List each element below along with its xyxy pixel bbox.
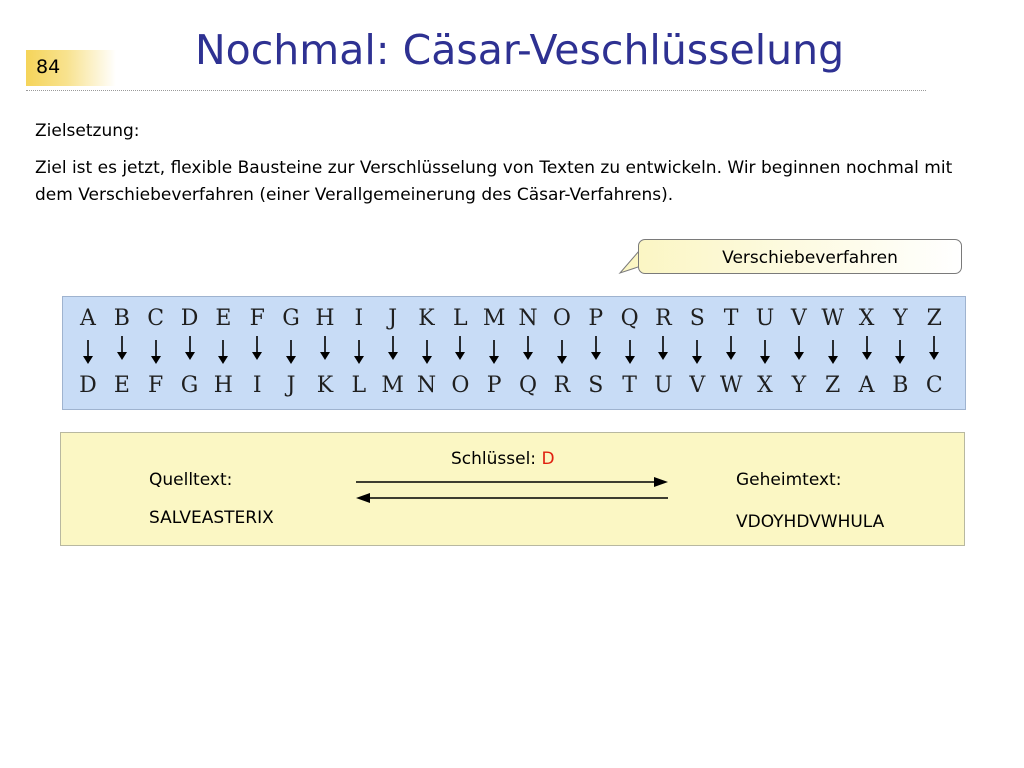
cipher-letter: Y bbox=[791, 373, 807, 398]
cipher-letter: R bbox=[553, 373, 571, 398]
cipher-letter: X bbox=[757, 373, 773, 398]
plain-letter: C bbox=[147, 306, 165, 331]
plain-letter: Z bbox=[926, 306, 942, 331]
key-label bbox=[451, 449, 555, 469]
down-arrow-icon bbox=[450, 336, 470, 366]
cipher-letter: U bbox=[654, 373, 673, 398]
plain-letter: D bbox=[180, 306, 199, 331]
plain-letter: Y bbox=[893, 306, 908, 331]
down-arrow-icon bbox=[146, 340, 166, 370]
alphabet-mapping-table bbox=[62, 296, 966, 410]
encrypt-decrypt-arrows bbox=[356, 475, 668, 505]
cipher-letter: O bbox=[451, 373, 470, 398]
down-arrow-icon bbox=[789, 336, 809, 366]
source-value: SALVEASTERIX bbox=[149, 508, 274, 528]
down-arrow-icon bbox=[349, 340, 369, 370]
slide-number-badge bbox=[26, 50, 116, 86]
slide-number: 84 bbox=[36, 56, 61, 78]
cipher-letter: G bbox=[180, 373, 199, 398]
down-arrow-icon bbox=[281, 340, 301, 370]
cipher-letter: M bbox=[381, 373, 404, 398]
cipher-letter: Q bbox=[519, 373, 538, 398]
plain-letter: F bbox=[249, 306, 265, 331]
title-divider bbox=[26, 90, 926, 91]
down-arrow-icon bbox=[924, 336, 944, 366]
down-arrow-icon bbox=[518, 336, 538, 366]
cipher-label: Geheimtext: bbox=[736, 470, 842, 490]
slide-title: Nochmal: Cäsar-Veschlüsselung bbox=[195, 26, 845, 74]
cipher-letter: H bbox=[213, 373, 233, 398]
down-arrow-icon bbox=[315, 336, 335, 366]
plain-letter: Q bbox=[620, 306, 639, 331]
down-arrow-icon bbox=[823, 340, 843, 370]
down-arrow-icon bbox=[620, 340, 640, 370]
down-arrow-icon bbox=[78, 340, 98, 370]
plain-letter: B bbox=[113, 306, 130, 331]
plain-letter: U bbox=[755, 306, 775, 331]
plain-letter: G bbox=[282, 306, 300, 331]
key-value: D bbox=[541, 449, 555, 469]
down-arrow-icon bbox=[417, 340, 437, 370]
down-arrow-icon bbox=[247, 336, 267, 366]
decrypt-arrowhead bbox=[356, 493, 370, 503]
down-arrow-icon bbox=[484, 340, 504, 370]
down-arrow-icon bbox=[721, 336, 741, 366]
plain-letter: X bbox=[858, 306, 875, 331]
cipher-letter: Z bbox=[825, 373, 841, 398]
down-arrow-icon bbox=[552, 340, 572, 370]
plain-letter: V bbox=[790, 306, 807, 331]
plain-letter: H bbox=[315, 306, 335, 331]
cipher-letter: S bbox=[588, 373, 604, 398]
callout-label: Verschiebeverfahren bbox=[722, 248, 898, 268]
cipher-letter: J bbox=[286, 373, 296, 398]
down-arrow-icon bbox=[653, 336, 673, 366]
cipher-letter: T bbox=[622, 373, 637, 398]
plain-letter: R bbox=[655, 306, 672, 331]
plain-letter: E bbox=[215, 306, 232, 331]
cipher-letter: C bbox=[925, 373, 943, 398]
down-arrow-icon bbox=[213, 340, 233, 370]
plain-letter: P bbox=[588, 306, 604, 331]
plain-letter: A bbox=[80, 306, 96, 331]
plain-letter: N bbox=[518, 306, 538, 331]
plain-letter: O bbox=[552, 306, 571, 331]
cipher-letter: B bbox=[892, 373, 909, 398]
plain-letter: T bbox=[723, 306, 739, 331]
plain-letter: J bbox=[388, 306, 398, 331]
cipher-letter: D bbox=[79, 373, 97, 398]
down-arrow-icon bbox=[586, 336, 606, 366]
cipher-letter: N bbox=[416, 373, 437, 398]
down-arrow-icon bbox=[890, 340, 910, 370]
key-label-text: Schlüssel: bbox=[451, 449, 537, 469]
down-arrow-icon bbox=[112, 336, 132, 366]
mapping-arrows-row bbox=[63, 336, 965, 368]
callout-bubble bbox=[638, 239, 962, 274]
source-label: Quelltext: bbox=[149, 470, 233, 490]
cipher-letter: F bbox=[148, 373, 164, 398]
cipher-letter: A bbox=[858, 373, 875, 398]
down-arrow-icon bbox=[755, 340, 775, 370]
cipher-letter: V bbox=[689, 373, 706, 398]
section-label: Zielsetzung: bbox=[35, 121, 140, 141]
plain-letter: K bbox=[418, 306, 435, 331]
cipher-letter: L bbox=[351, 373, 367, 398]
plain-letter: S bbox=[689, 306, 705, 331]
down-arrow-icon bbox=[687, 340, 707, 370]
down-arrow-icon bbox=[857, 336, 877, 366]
cipher-letter: E bbox=[113, 373, 130, 398]
key-panel bbox=[60, 432, 965, 546]
plain-letter: I bbox=[354, 306, 364, 331]
cipher-letter: K bbox=[316, 373, 334, 398]
goal-paragraph: Ziel ist es jetzt, flexible Bausteine zur Verschlüsselung von Texten zu entwickeln. Wir beginnen nochmal mit dem Verschiebeverfahren (einer Verallgemeinerung des Cäsar-Verfahrens). bbox=[35, 158, 953, 205]
cipher-letter: P bbox=[486, 373, 502, 398]
cipher-letter: I bbox=[252, 373, 262, 398]
plain-letter: L bbox=[453, 306, 468, 331]
down-arrow-icon bbox=[180, 336, 200, 366]
plain-letter: M bbox=[482, 306, 506, 331]
encrypt-arrowhead bbox=[654, 477, 668, 487]
cipher-letter: W bbox=[719, 373, 743, 398]
cipher-value: VDOYHDVWHULA bbox=[736, 512, 885, 532]
down-arrow-icon bbox=[383, 336, 403, 366]
plain-letter: W bbox=[821, 306, 844, 331]
